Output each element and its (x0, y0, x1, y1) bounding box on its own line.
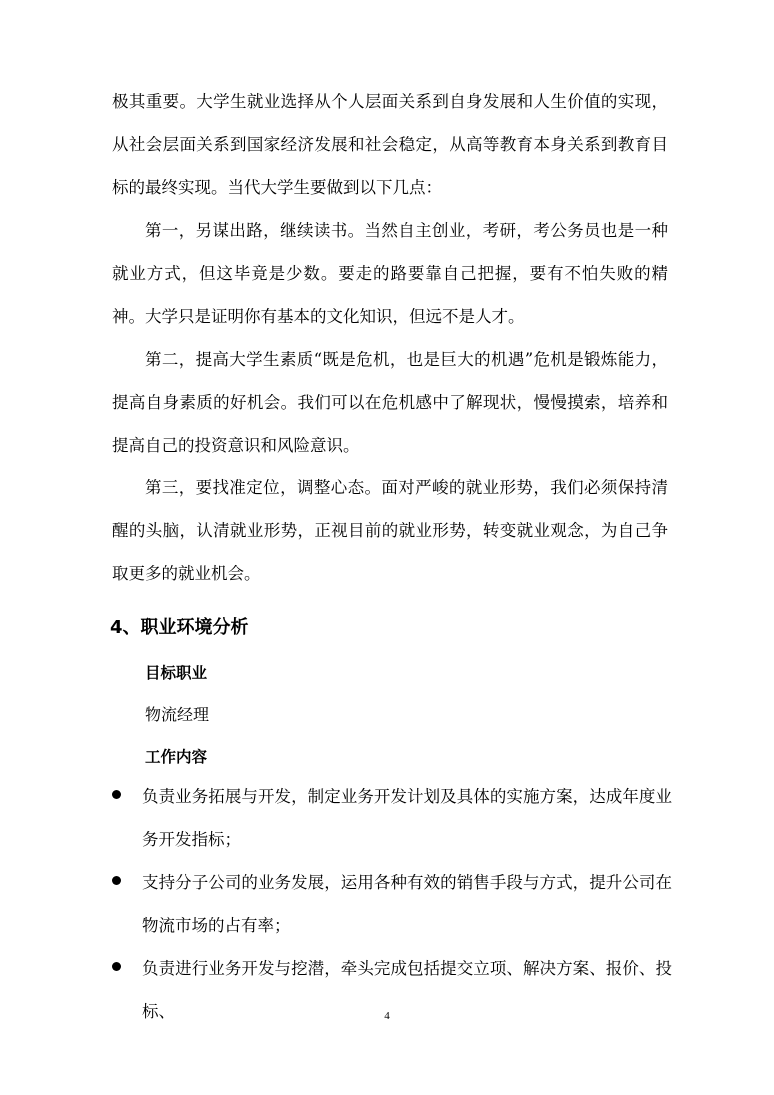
list-item-text: 负责业务拓展与开发，制定业务开发计划及具体的实施方案，达成年度业务开发指标； (142, 787, 672, 849)
paragraph-second-point: 第二，提高大学生素质“既是危机，也是巨大的机遇”危机是锻炼能力，提高自身素质的好机会。我们可以在危机感中了解现状，慢慢摸索，培养和提高自己的投资意识和风险意识。 (112, 350, 668, 455)
bullet-icon (112, 790, 121, 799)
list-item-text: 负责进行业务开发与挖潜，牵头完成包括提交立项、解决方案、报价、投标、 (142, 959, 672, 1021)
bullet-icon (112, 876, 121, 885)
target-occupation-value: 物流经理 (145, 705, 210, 724)
list-item-text: 支持分子公司的业务发展，运用各种有效的销售手段与方式，提升公司在物流市场的占有率； (142, 873, 672, 935)
work-content-label: 工作内容 (145, 748, 208, 766)
target-occupation-label: 目标职业 (145, 664, 208, 682)
page-number: 4 (384, 1010, 390, 1022)
section-heading: 4、职业环境分析 (110, 617, 249, 638)
paragraph-third-point: 第三，要找准定位，调整心态。面对严峻的就业形势，我们必须保持清醒的头脑，认清就业形势，正视目前的就业形势，转变就业观念，为自己争取更多的就业机会。 (112, 478, 668, 583)
paragraph-intro: 极其重要。大学生就业选择从个人层面关系到自身发展和人生价值的实现，从社会层面关系到国家经济发展和社会稳定，从高等教育本身关系到教育目标的最终实现。当代大学生要做到以下几点： (112, 92, 668, 197)
bullet-icon (112, 962, 121, 971)
paragraph-first-point: 第一，另谋出路，继续读书。当然自主创业，考研，考公务员也是一种就业方式，但这毕竟是少数。要走的路要靠自己把握，要有不怕失败的精神。大学只是证明你有基本的文化知识，但远不是人才。 (112, 221, 668, 326)
